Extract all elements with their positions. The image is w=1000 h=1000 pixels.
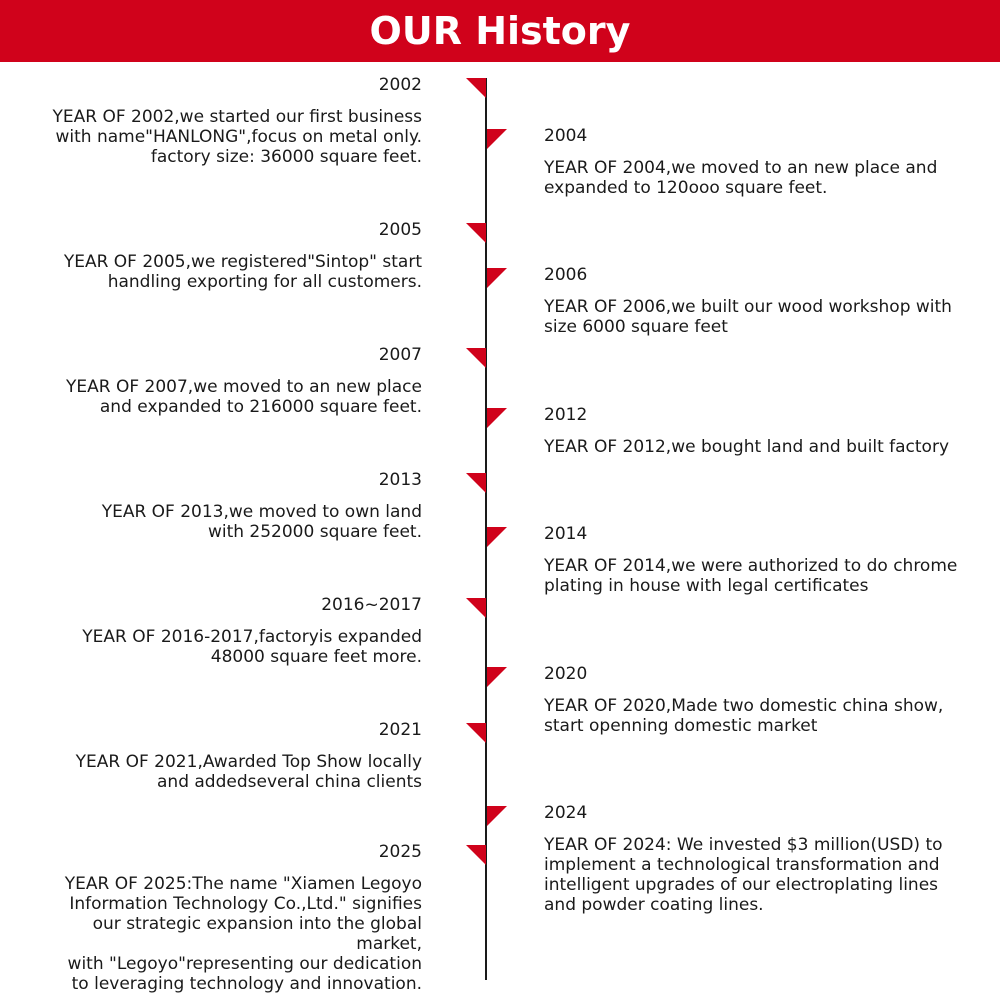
timeline-marker-2002: [466, 78, 486, 98]
timeline-entry-2006: [544, 265, 974, 337]
entry-description: YEAR OF 2012,we bought land and built factory: [544, 437, 950, 457]
entry-year: 2020: [544, 664, 588, 684]
entry-description: YEAR OF 2025:The name "Xiamen Legoyo Information Technology Co.,Ltd." signifies our strategic expansion into the global market, with "Legoyo"representing our dedication to leveraging technology and innovation.: [64, 874, 422, 994]
timeline-entry-2016-2017: [22, 595, 422, 667]
entry-description: YEAR OF 2006,we built our wood workshop with size 6000 square feet: [544, 297, 952, 337]
entry-year: 2021: [378, 720, 422, 740]
entry-year: 2024: [544, 803, 588, 823]
timeline-marker-2014: [487, 527, 507, 547]
timeline-entry-2025: [22, 842, 422, 994]
timeline-entry-2007: [22, 345, 422, 417]
timeline-marker-2013: [466, 473, 486, 493]
timeline-entry-2024: [544, 803, 974, 915]
entry-description: YEAR OF 2024: We invested $3 million(USD) to implement a technological transformation and intelligent upgrades of our electroplating lines and powder coating lines.: [544, 835, 943, 915]
timeline-marker-2005: [466, 223, 486, 243]
entry-year: 2012: [544, 405, 588, 425]
timeline-entry-2002: [22, 75, 422, 167]
timeline-marker-2024: [487, 806, 507, 826]
entry-description: YEAR OF 2013,we moved to own land with 252000 square feet.: [101, 502, 422, 542]
entry-description: YEAR OF 2014,we were authorized to do chrome plating in house with legal certificates: [544, 556, 958, 596]
timeline-entry-2014: [544, 524, 974, 596]
entry-description: YEAR OF 2020,Made two domestic china show, start openning domestic market: [544, 696, 944, 736]
timeline-entry-2013: [22, 470, 422, 542]
timeline-marker-2020: [487, 667, 507, 687]
entry-year: 2014: [544, 524, 588, 544]
timeline-marker-2025: [466, 845, 486, 865]
history-header: [0, 0, 1000, 62]
timeline-entry-2005: [22, 220, 422, 292]
entry-year: 2004: [544, 126, 588, 146]
entry-description: YEAR OF 2016-2017,factoryis expanded 48000 square feet more.: [82, 627, 422, 667]
timeline-marker-2004: [487, 129, 507, 149]
timeline-entry-2020: [544, 664, 974, 736]
entry-year: 2002: [378, 75, 422, 95]
entry-description: YEAR OF 2002,we started our first business with name"HANLONG",focus on metal only. factory size: 36000 square feet.: [52, 107, 422, 167]
timeline-marker-2012: [487, 408, 507, 428]
entry-year: 2016~2017: [321, 595, 422, 615]
entry-year: 2013: [378, 470, 422, 490]
page-title: OUR History: [369, 9, 631, 53]
timeline-marker-2016-2017: [466, 598, 486, 618]
timeline-entry-2021: [22, 720, 422, 792]
entry-year: 2007: [378, 345, 422, 365]
entry-year: 2006: [544, 265, 588, 285]
entry-description: YEAR OF 2004,we moved to an new place and expanded to 120ooo square feet.: [544, 158, 938, 198]
timeline-marker-2006: [487, 268, 507, 288]
timeline-marker-2007: [466, 348, 486, 368]
timeline-marker-2021: [466, 723, 486, 743]
timeline-entry-2012: [544, 405, 974, 457]
entry-description: YEAR OF 2007,we moved to an new place and expanded to 216000 square feet.: [66, 377, 422, 417]
entry-description: YEAR OF 2021,Awarded Top Show locally and addedseveral china clients: [75, 752, 422, 792]
entry-year: 2025: [378, 842, 422, 862]
entry-year: 2005: [378, 220, 422, 240]
entry-description: YEAR OF 2005,we registered"Sintop" start handling exporting for all customers.: [63, 252, 422, 292]
timeline-entry-2004: [544, 126, 974, 198]
